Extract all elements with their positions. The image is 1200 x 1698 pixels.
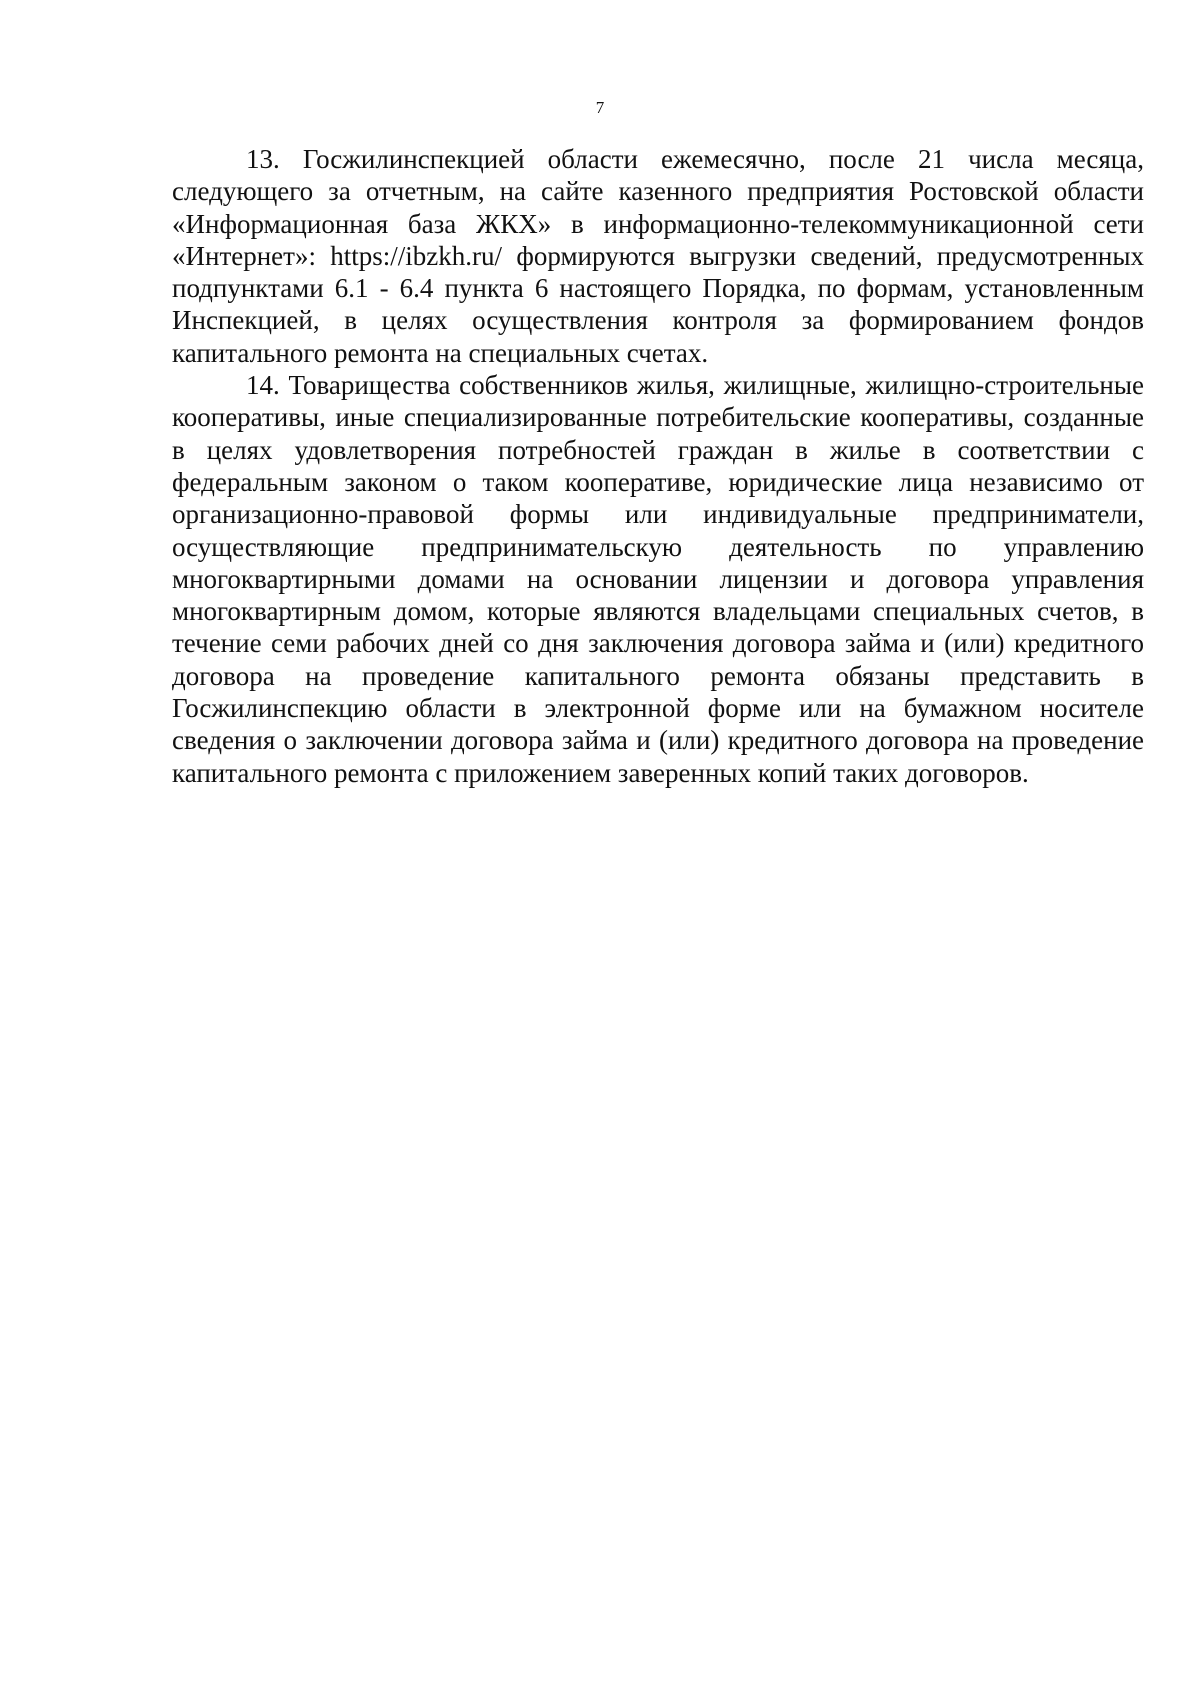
- page-number: 7: [595, 98, 605, 117]
- document-body: [172, 143, 1144, 789]
- paragraph-13: 13. Госжилинспекцией области ежемесячно, после 21 числа месяца, следующего за отчетным, на сайте казенного предприятия Ростовской области «Информационная база ЖКХ» в информационно-телекоммуникационной сети «Интернет»: https://ibzkh.ru/ формируются выгрузки сведений, предусмотренных подпунктами 6.1 - 6.4 пункта 6 настоящего Порядка, по формам, установленным Инспекцией, в целях осуществления контроля за формированием фондов капитального ремонта на специальных счетах.: [172, 144, 1144, 368]
- paragraph-14: 14. Товарищества собственников жилья, жилищные, жилищно-строительные кооперативы, иные специализированные потребительские кооперативы, созданные в целях удовлетворения потребностей граждан в жилье в соответствии с федеральным законом о таком кооперативе, юридические лица независимо от организационно-правовой формы или индивидуальные предприниматели, осуществляющие предпринимательскую деятельность по управлению многоквартирными домами на основании лицензии и договора управления многоквартирным домом, которые являются владельцами специальных счетов, в течение семи рабочих дней со дня заключения договора займа и (или) кредитного договора на проведение капитального ремонта обязаны представить в Госжилинспекцию области в электронной форме или на бумажном носителе сведения о заключении договора займа и (или) кредитного договора на проведение капитального ремонта с приложением заверенных копий таких договоров.: [172, 370, 1144, 788]
